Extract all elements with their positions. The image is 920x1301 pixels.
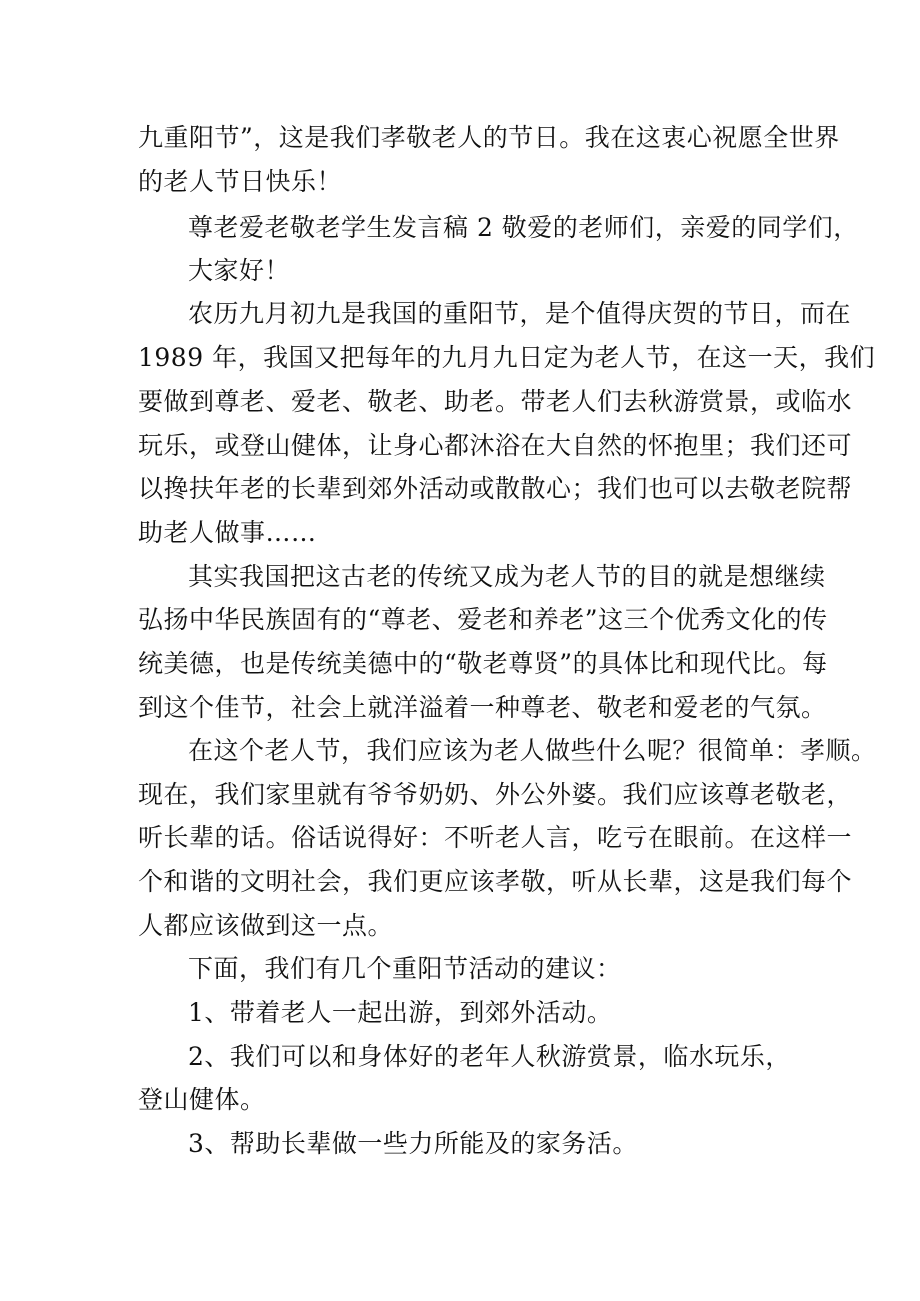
- text-line: 要做到尊老、爱老、敬老、助老。带老人们去秋游赏景，或临水: [138, 387, 853, 416]
- text-line: 以搀扶年老的长辈到郊外活动或散散心；我们也可以去敬老院帮: [138, 474, 853, 503]
- text-line: 的老人节日快乐！: [138, 167, 343, 196]
- text-line: 其实我国把这古老的传统又成为老人节的目的就是想继续: [188, 562, 826, 591]
- text-line: 1989 年，我国又把每年的九月九日定为老人节，在这一天，我们: [138, 343, 876, 372]
- text-line: 2、我们可以和身体好的老年人秋游赏景，临水玩乐，: [188, 1042, 791, 1071]
- text-line: 尊老爱老敬老学生发言稿 2 敬爱的老师们，亲爱的同学们，: [188, 213, 859, 242]
- text-line: 现在，我们家里就有爷爷奶奶、外公外婆。我们应该尊老敬老，: [138, 780, 853, 809]
- text-line: 1、带着老人一起出游，到郊外活动。: [188, 998, 613, 1027]
- text-line: 在这个老人节，我们应该为老人做些什么呢？很简单：孝顺。: [188, 736, 877, 765]
- text-line: 助老人做事……: [138, 518, 317, 547]
- text-line: 人都应该做到这一点。: [138, 911, 394, 940]
- text-line: 弘扬中华民族固有的“尊老、爱老和养老”这三个优秀文化的传: [138, 605, 828, 634]
- text-line: 听长辈的话。俗话说得好：不听老人言，吃亏在眼前。在这样一: [138, 823, 853, 852]
- text-line: 统美德，也是传统美德中的“敬老尊贤”的具体比和现代比。每: [138, 649, 828, 678]
- text-line: 登山健体。: [138, 1085, 266, 1114]
- text-line: 下面，我们有几个重阳节活动的建议：: [188, 954, 622, 983]
- text-line: 大家好！: [188, 256, 291, 285]
- text-line: 到这个佳节，社会上就洋溢着一种尊老、敬老和爱老的气氛。: [138, 693, 827, 722]
- text-line: 九重阳节”，这是我们孝敬老人的节日。我在这衷心祝愿全世界: [138, 123, 840, 152]
- text-line: 农历九月初九是我国的重阳节，是个值得庆贺的节日，而在: [188, 299, 852, 328]
- text-line: 3、帮助长辈做一些力所能及的家务活。: [188, 1129, 638, 1158]
- text-line: 个和谐的文明社会，我们更应该孝敬，听从长辈，这是我们每个: [138, 867, 853, 896]
- text-line: 玩乐，或登山健体，让身心都沐浴在大自然的怀抱里；我们还可: [138, 431, 853, 460]
